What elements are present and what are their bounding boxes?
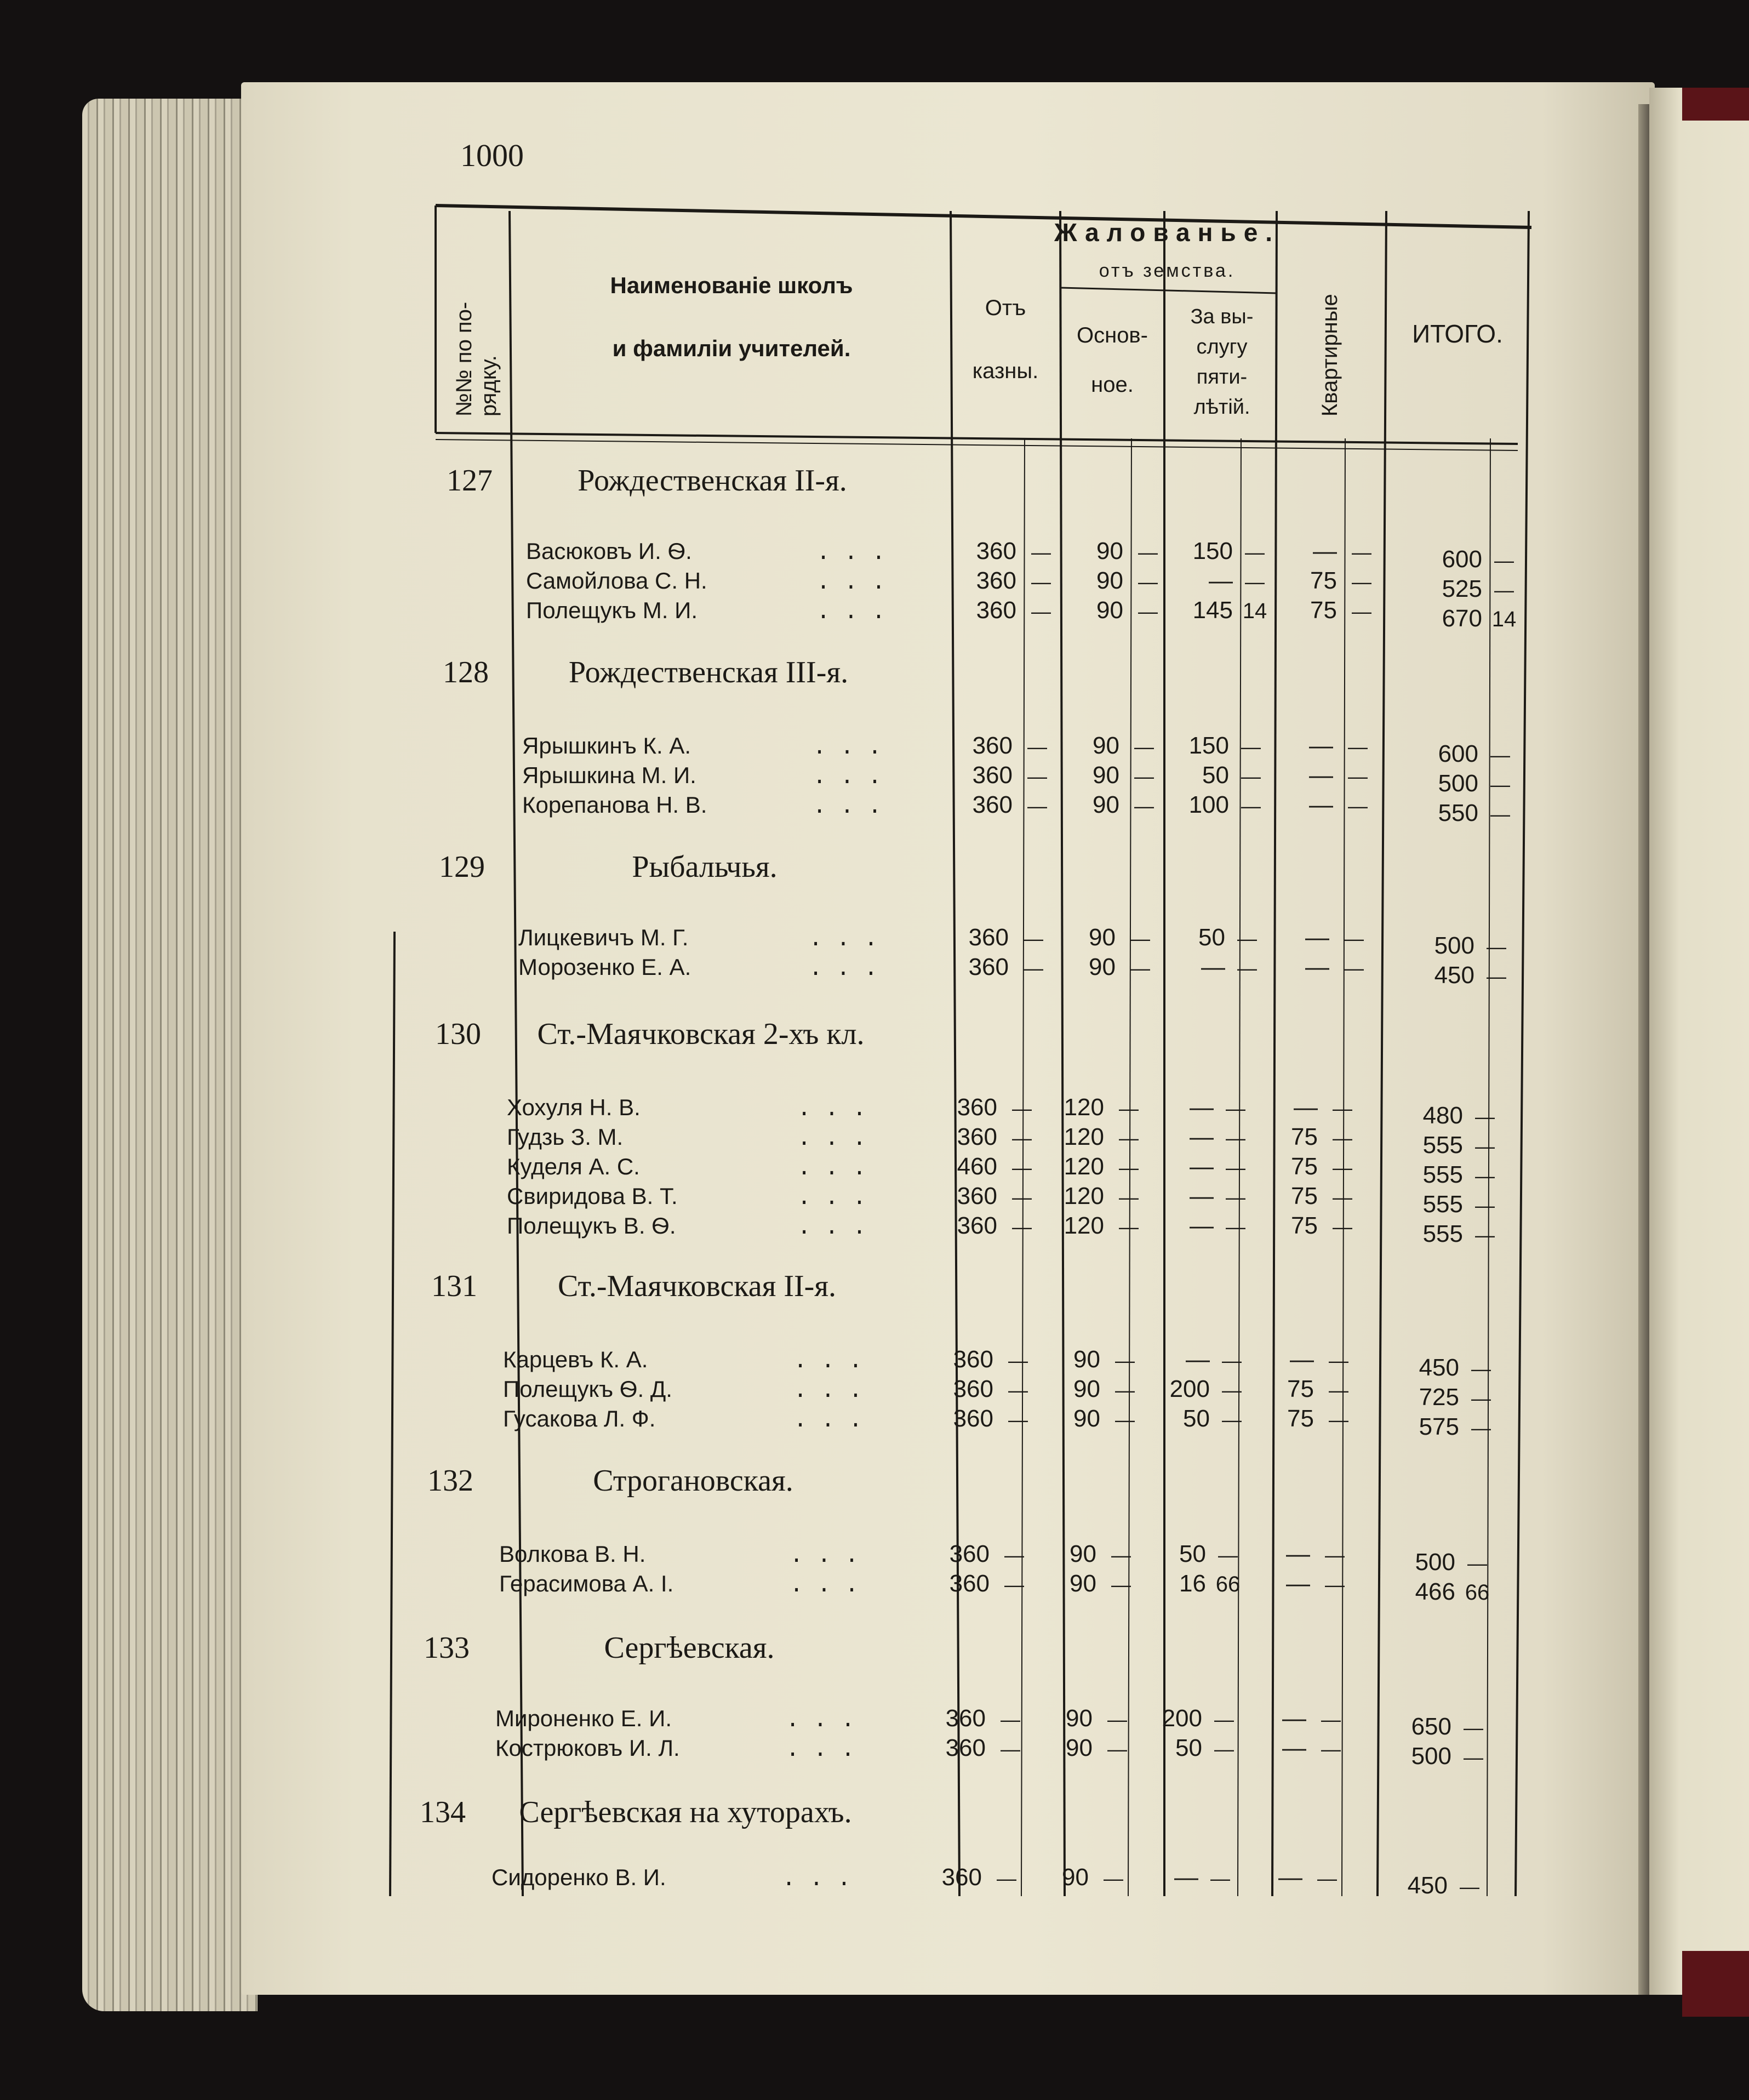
teacher-name: Хохуля Н. В. (507, 1094, 641, 1120)
teacher-name: Самойлова С. Н. (526, 568, 707, 594)
teacher-name: Морозенко Е. А. (518, 954, 691, 980)
header-total: ИТОГО. (1412, 319, 1503, 348)
basic-value: 90 (1073, 1376, 1100, 1402)
page-number: 1000 (460, 138, 524, 173)
treasury-value: 360 (957, 1212, 997, 1239)
total-value: 500 (1434, 932, 1474, 959)
total-kopecks: — (1490, 803, 1510, 825)
housing-value: 75 (1291, 1153, 1318, 1180)
housing-value: — (1282, 1705, 1306, 1732)
treasury-kopecks: — (1012, 1097, 1032, 1120)
col-rule-treasury (1060, 211, 1065, 1896)
housing-kopecks: — (1333, 1216, 1352, 1238)
service-kopecks: — (1226, 1216, 1245, 1238)
service-kopecks: — (1226, 1127, 1245, 1149)
school-number: 134 (420, 1795, 466, 1829)
school-number: 131 (431, 1269, 477, 1303)
total-kopecks: — (1487, 935, 1506, 958)
treasury-kopecks: — (1008, 1349, 1028, 1372)
teacher-name: Ярышкинъ К. А. (522, 733, 691, 758)
service-kopecks: 14 (1242, 599, 1267, 623)
service-value: — (1190, 1094, 1214, 1121)
housing-kopecks: — (1348, 795, 1368, 817)
housing-kopecks: — (1329, 1408, 1348, 1431)
total-value: 725 (1419, 1384, 1459, 1411)
leader-dots: . . . (797, 1155, 867, 1182)
table-top-rule (436, 206, 1531, 227)
total-value: 450 (1434, 962, 1474, 989)
treasury-kopecks: — (1027, 795, 1047, 817)
housing-value: — (1305, 924, 1329, 951)
service-value: 145 (1192, 597, 1233, 624)
housing-kopecks: — (1333, 1097, 1352, 1120)
basic-value: 120 (1064, 1123, 1104, 1150)
header-salary: Жалованье. (1054, 218, 1281, 247)
teacher-name: Волкова В. Н. (499, 1541, 646, 1567)
service-kopecks: — (1226, 1156, 1245, 1179)
treasury-value: 360 (972, 732, 1013, 759)
housing-kopecks: — (1325, 1573, 1345, 1596)
service-kopecks: — (1222, 1408, 1242, 1431)
service-value: — (1190, 1123, 1214, 1150)
housing-value: — (1294, 1094, 1318, 1121)
leader-dots: . . . (786, 1737, 855, 1763)
leader-dots: . . . (809, 956, 878, 982)
basic-value: 90 (1096, 597, 1123, 624)
total-value: 450 (1407, 1872, 1448, 1899)
total-kopecks: — (1475, 1105, 1495, 1128)
service-kopecks: — (1222, 1379, 1242, 1401)
basic-value: 90 (1062, 1864, 1089, 1891)
basic-kopecks: — (1119, 1097, 1139, 1120)
total-value: 500 (1415, 1549, 1455, 1576)
basic-value: 90 (1066, 1705, 1093, 1732)
teacher-name: Гудзь З. М. (507, 1124, 624, 1150)
service-kopecks: — (1237, 957, 1257, 979)
service-value: — (1186, 1346, 1210, 1373)
leader-dots: . . . (793, 1378, 863, 1404)
school-name: Рождественская III-я. (568, 655, 849, 689)
treasury-value: 360 (972, 762, 1013, 789)
basic-kopecks: — (1107, 1708, 1127, 1731)
basic-value: 90 (1070, 1570, 1096, 1597)
total-value: 480 (1422, 1102, 1463, 1129)
service-kopecks: — (1241, 765, 1261, 787)
basic-kopecks: — (1134, 795, 1154, 817)
service-value: 50 (1202, 762, 1229, 789)
service-kopecks: — (1214, 1738, 1234, 1760)
service-value: — (1209, 567, 1233, 594)
leader-dots: . . . (793, 1407, 863, 1434)
housing-kopecks: — (1352, 600, 1371, 623)
housing-value: — (1286, 1540, 1310, 1567)
leader-dots: . . . (797, 1185, 867, 1211)
basic-kopecks: — (1138, 541, 1158, 563)
total-value: 555 (1422, 1132, 1463, 1159)
leader-dots: . . . (782, 1866, 851, 1892)
treasury-value: 360 (953, 1376, 993, 1402)
housing-kopecks: — (1325, 1544, 1345, 1566)
basic-value: 90 (1096, 567, 1123, 594)
housing-kopecks: — (1329, 1379, 1348, 1401)
total-kopecks: — (1475, 1194, 1495, 1217)
teacher-name: Куделя А. С. (507, 1154, 640, 1179)
housing-kopecks: — (1344, 957, 1364, 979)
header-num-line1: №№ по по- (452, 301, 476, 416)
total-kopecks: — (1494, 549, 1514, 572)
basic-value: 120 (1064, 1094, 1104, 1121)
housing-value: — (1309, 762, 1333, 789)
service-kopecks: — (1218, 1544, 1238, 1566)
treasury-value: 360 (953, 1346, 993, 1373)
total-kopecks: 66 (1465, 1580, 1490, 1605)
school-name: Ст.-Маячковская II-я. (557, 1269, 837, 1303)
zemstvo-subheader-rule (1060, 288, 1277, 293)
housing-value: 75 (1291, 1123, 1318, 1150)
service-value: 16 (1179, 1570, 1206, 1597)
header-zemstvo: отъ земства. (1099, 260, 1236, 281)
school-name: Строгановская. (593, 1464, 793, 1498)
treasury-kopecks: — (997, 1867, 1016, 1890)
basic-kopecks: — (1107, 1738, 1127, 1760)
treasury-value: 360 (968, 924, 1009, 951)
treasury-value: 360 (945, 1734, 986, 1761)
treasury-value: 360 (941, 1864, 982, 1891)
service-value: 50 (1175, 1734, 1202, 1761)
treasury-kopecks: — (1012, 1216, 1032, 1238)
school-number: 130 (435, 1017, 481, 1051)
header-bottom-rule (436, 433, 1518, 444)
basic-kopecks: — (1138, 600, 1158, 623)
leader-dots: . . . (790, 1572, 859, 1599)
total-value: 650 (1411, 1713, 1451, 1740)
service-kopecks: — (1210, 1867, 1230, 1890)
basic-kopecks: — (1119, 1186, 1139, 1208)
housing-kopecks: — (1344, 927, 1364, 950)
school-name: Ст.-Маячковская 2-хъ кл. (537, 1017, 865, 1051)
treasury-kopecks: — (1031, 541, 1051, 563)
housing-value: — (1290, 1346, 1314, 1373)
leader-dots: . . . (816, 599, 886, 625)
basic-kopecks: — (1115, 1379, 1135, 1401)
treasury-kopecks: — (1012, 1127, 1032, 1149)
header-num-line2: рядку. (477, 355, 501, 416)
service-value: 150 (1192, 538, 1233, 564)
total-value: 555 (1422, 1220, 1463, 1247)
leader-dots: . . . (797, 1096, 867, 1122)
total-value: 450 (1419, 1354, 1459, 1381)
header-five-year-line2: слугу (1196, 335, 1248, 358)
treasury-value: 360 (976, 538, 1016, 564)
total-value: 600 (1438, 740, 1478, 767)
service-value: — (1174, 1864, 1198, 1891)
col-rule-housing (1378, 211, 1386, 1896)
housing-kopecks: — (1352, 570, 1371, 593)
treasury-value: 360 (976, 597, 1016, 624)
housing-kopecks: — (1352, 541, 1371, 563)
housing-value: — (1313, 538, 1337, 564)
total-value: 575 (1419, 1413, 1459, 1440)
treasury-kopecks: — (1004, 1573, 1024, 1596)
leader-dots: . . . (813, 764, 882, 790)
leader-dots: . . . (816, 540, 886, 566)
teacher-name: Лицкевичъ М. Г. (518, 925, 689, 950)
service-value: 200 (1169, 1376, 1210, 1402)
school-number: 133 (424, 1631, 470, 1665)
total-kopecks: — (1475, 1224, 1495, 1246)
header-name-line2: и фамиліи учителей. (612, 335, 851, 361)
housing-value: — (1309, 732, 1333, 759)
col-rule-service (1272, 211, 1277, 1896)
basic-kopecks: — (1104, 1867, 1123, 1890)
leader-dots: . . . (816, 569, 886, 596)
service-kopecks: — (1245, 570, 1265, 593)
service-value: 100 (1188, 791, 1229, 818)
housing-value: — (1286, 1570, 1310, 1597)
total-value: 550 (1438, 800, 1478, 826)
teacher-name: Сидоренко В. И. (491, 1864, 666, 1890)
total-kopecks: — (1467, 1552, 1487, 1574)
teacher-name: Свиридова В. Т. (507, 1183, 678, 1209)
service-value: — (1190, 1153, 1214, 1180)
housing-kopecks: — (1348, 765, 1368, 787)
school-name: Сергѣевская. (604, 1631, 775, 1665)
treasury-kopecks: — (1027, 735, 1047, 758)
total-kopecks: — (1475, 1135, 1495, 1157)
school-number: 132 (427, 1464, 473, 1498)
treasury-kopecks: — (1031, 570, 1051, 593)
basic-value: 90 (1070, 1540, 1096, 1567)
treasury-value: 360 (957, 1094, 997, 1121)
header-basic-line1: Основ- (1076, 323, 1148, 347)
treasury-kopecks: — (1012, 1156, 1032, 1179)
housing-value: — (1282, 1734, 1306, 1761)
housing-kopecks: — (1321, 1738, 1341, 1760)
housing-value: 75 (1291, 1212, 1318, 1239)
teacher-name: Ярышкина М. И. (522, 762, 696, 788)
service-kopecks: — (1214, 1708, 1234, 1731)
service-kopecks: — (1226, 1186, 1245, 1208)
basic-value: 90 (1089, 924, 1116, 951)
school-number: 128 (443, 655, 489, 689)
total-kopecks: — (1471, 1357, 1491, 1380)
service-kopecks: — (1237, 927, 1257, 950)
teacher-name: Васюковъ И. Ѳ. (526, 538, 692, 564)
leader-dots: . . . (809, 926, 878, 952)
housing-kopecks: — (1317, 1867, 1337, 1890)
school-number: 127 (447, 464, 493, 498)
service-value: 50 (1179, 1540, 1206, 1567)
leader-dots: . . . (813, 794, 882, 820)
total-kopecks: — (1460, 1875, 1479, 1898)
leader-dots: . . . (797, 1126, 867, 1152)
basic-value: 90 (1093, 762, 1119, 789)
basic-value: 90 (1093, 791, 1119, 818)
total-value: 670 (1442, 605, 1482, 632)
teacher-name: Полещукъ М. И. (526, 597, 698, 623)
housing-value: 75 (1291, 1183, 1318, 1209)
basic-kopecks: — (1130, 957, 1150, 979)
service-value: — (1190, 1212, 1214, 1239)
housing-value: 75 (1310, 567, 1337, 594)
header-five-year-line1: За вы- (1190, 305, 1254, 328)
housing-value: 75 (1287, 1405, 1314, 1432)
total-value: 466 (1415, 1578, 1455, 1605)
teacher-name: Полещукъ Ѳ. Д. (503, 1376, 672, 1402)
header-name-line1: Наименованіе школъ (610, 272, 853, 298)
total-kopecks: — (1490, 773, 1510, 796)
service-value: — (1190, 1183, 1214, 1209)
teacher-name: Полещукъ В. Ѳ. (507, 1213, 676, 1239)
treasury-value: 360 (945, 1705, 986, 1732)
basic-kopecks: — (1119, 1156, 1139, 1179)
service-value: — (1201, 954, 1225, 980)
total-kopecks: 14 (1491, 607, 1517, 631)
teacher-name: Мироненко Е. И. (495, 1705, 672, 1731)
service-kopecks: — (1245, 541, 1265, 563)
treasury-value: 460 (957, 1153, 997, 1180)
service-value: 200 (1162, 1705, 1202, 1732)
basic-value: 120 (1064, 1183, 1104, 1209)
basic-kopecks: — (1134, 765, 1154, 787)
teacher-name: Карцевъ К. А. (503, 1346, 648, 1372)
header-treasury-line1: Отъ (985, 296, 1026, 320)
total-value: 600 (1442, 546, 1482, 573)
col-rule-num (510, 211, 523, 1896)
service-value: 50 (1183, 1405, 1210, 1432)
housing-kopecks: — (1321, 1708, 1341, 1731)
treasury-kopecks: — (1024, 957, 1043, 979)
col-rule-name (951, 211, 959, 1896)
header-five-year-line4: лѣтій. (1193, 396, 1250, 419)
housing-kopecks: — (1333, 1186, 1352, 1208)
basic-value: 90 (1066, 1734, 1093, 1761)
service-kopecks: — (1241, 735, 1261, 758)
basic-kopecks: — (1138, 570, 1158, 593)
basic-value: 90 (1096, 538, 1123, 564)
total-value: 525 (1442, 575, 1482, 602)
treasury-value: 360 (957, 1123, 997, 1150)
header-treasury-line2: казны. (972, 359, 1039, 383)
teacher-name: Корепанова Н. В. (522, 792, 707, 818)
total-kopecks: — (1490, 744, 1510, 766)
treasury-kopecks: — (1008, 1408, 1028, 1431)
treasury-value: 360 (953, 1405, 993, 1432)
basic-value: 90 (1093, 732, 1119, 759)
service-kopecks: — (1226, 1097, 1245, 1120)
basic-kopecks: — (1130, 927, 1150, 950)
basic-kopecks: — (1115, 1349, 1135, 1372)
total-value: 500 (1411, 1743, 1451, 1770)
table-left-rule-body (390, 932, 395, 1896)
school-name: Сергѣевская на хуторахъ. (519, 1795, 852, 1829)
total-kopecks: — (1464, 1746, 1483, 1768)
header-basic-line2: ное. (1091, 373, 1134, 397)
total-kopecks: — (1464, 1716, 1483, 1739)
housing-value: 75 (1287, 1376, 1314, 1402)
treasury-kopecks: — (1012, 1186, 1032, 1208)
basic-value: 120 (1064, 1153, 1104, 1180)
treasury-kopecks: — (1008, 1379, 1028, 1401)
service-value: 150 (1188, 732, 1229, 759)
basic-value: 120 (1064, 1212, 1104, 1239)
basic-kopecks: — (1134, 735, 1154, 758)
basic-value: 90 (1073, 1346, 1100, 1373)
treasury-kopecks: — (1027, 765, 1047, 787)
treasury-value: 360 (957, 1183, 997, 1209)
total-kopecks: — (1494, 579, 1514, 601)
basic-value: 90 (1089, 954, 1116, 980)
leader-dots: . . . (793, 1348, 863, 1374)
total-kopecks: — (1471, 1417, 1491, 1439)
treasury-value: 360 (972, 791, 1013, 818)
treasury-value: 360 (976, 567, 1016, 594)
treasury-kopecks: — (1001, 1738, 1020, 1760)
total-kopecks: — (1471, 1387, 1491, 1409)
treasury-kopecks: — (1001, 1708, 1020, 1731)
basic-value: 90 (1073, 1405, 1100, 1432)
housing-kopecks: — (1348, 735, 1368, 758)
basic-kopecks: — (1111, 1544, 1131, 1566)
leader-dots: . . . (813, 734, 882, 761)
basic-kopecks: — (1115, 1408, 1135, 1431)
treasury-kopecks: — (1004, 1544, 1024, 1566)
leader-dots: . . . (786, 1707, 855, 1733)
housing-value: 75 (1310, 597, 1337, 624)
basic-kopecks: — (1119, 1216, 1139, 1238)
leader-dots: . . . (790, 1543, 859, 1569)
header-five-year-line3: пяти- (1196, 366, 1248, 389)
treasury-value: 360 (968, 954, 1009, 980)
treasury-value: 360 (949, 1540, 990, 1567)
service-kopecks: — (1222, 1349, 1242, 1372)
service-kopecks: 66 (1215, 1572, 1241, 1596)
total-kopecks: — (1487, 965, 1506, 988)
header-housing: Квартирные (1318, 294, 1342, 416)
school-name: Рыбальчья. (632, 850, 778, 884)
school-name: Рождественская II-я. (578, 464, 847, 498)
housing-kopecks: — (1333, 1156, 1352, 1179)
leader-dots: . . . (797, 1214, 867, 1241)
basic-kopecks: — (1119, 1127, 1139, 1149)
school-number: 129 (439, 850, 485, 884)
service-kopecks: — (1241, 795, 1261, 817)
housing-kopecks: — (1333, 1127, 1352, 1149)
basic-kopecks: — (1111, 1573, 1131, 1596)
service-value: 50 (1198, 924, 1225, 951)
treasury-kopecks: — (1024, 927, 1043, 950)
total-kopecks: — (1475, 1165, 1495, 1187)
col-rule-total (1516, 211, 1529, 1896)
housing-value: — (1305, 954, 1329, 980)
treasury-value: 360 (949, 1570, 990, 1597)
treasury-kopecks: — (1031, 600, 1051, 623)
total-value: 555 (1422, 1161, 1463, 1188)
total-value: 500 (1438, 770, 1478, 797)
housing-value: — (1278, 1864, 1302, 1891)
housing-kopecks: — (1329, 1349, 1348, 1372)
teacher-name: Гусакова Л. Ф. (503, 1406, 656, 1431)
housing-value: — (1309, 791, 1333, 818)
teacher-name: Герасимова А. І. (499, 1571, 674, 1596)
total-value: 555 (1422, 1191, 1463, 1218)
teacher-name: Кострюковъ И. Л. (495, 1735, 680, 1761)
